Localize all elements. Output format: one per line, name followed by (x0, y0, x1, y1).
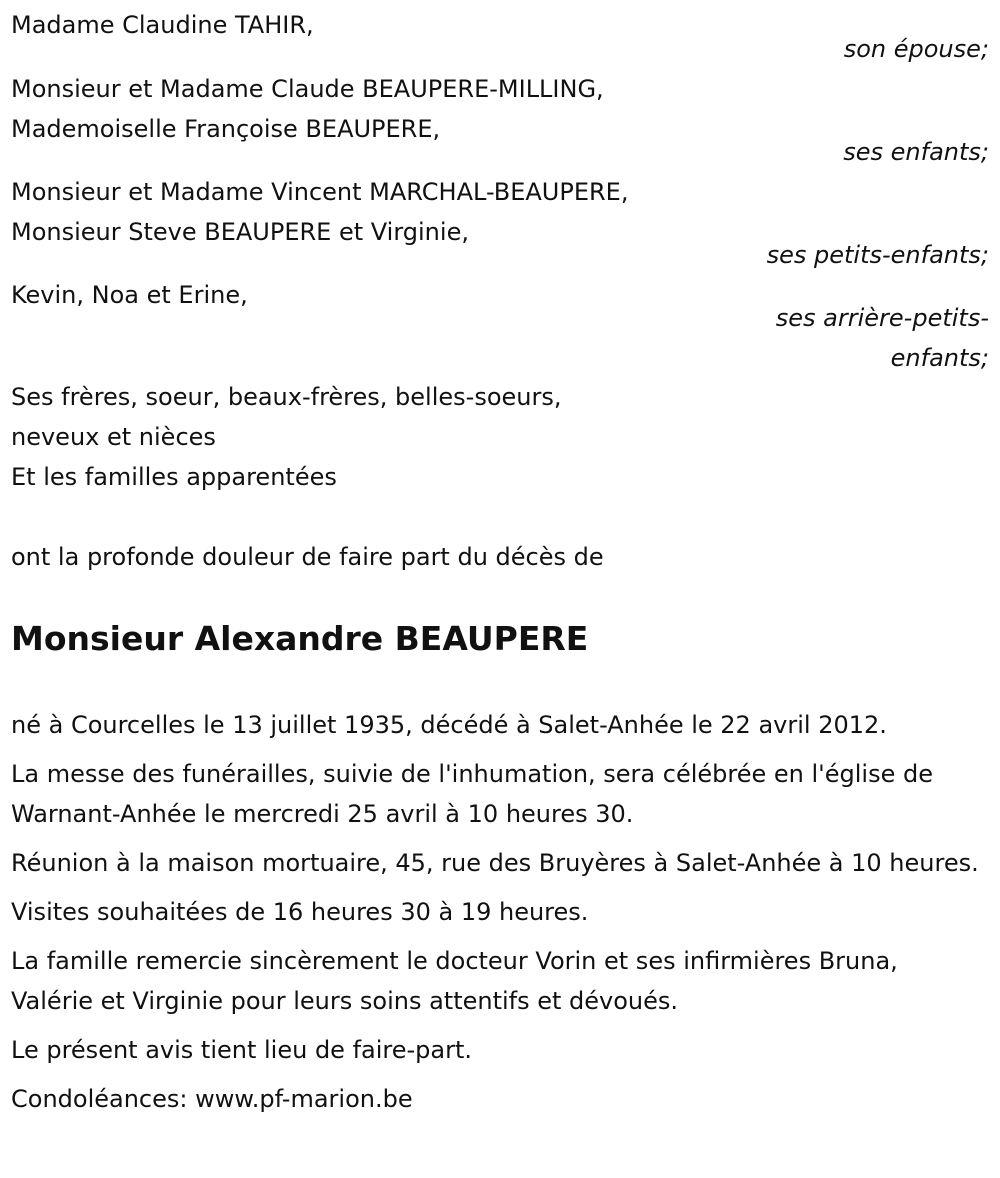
announcement-text: ont la profonde douleur de faire part du décès de (11, 543, 604, 571)
child-name-2: Mademoiselle Françoise BEAUPERE, (11, 115, 441, 143)
grandchild-name-1: Monsieur et Madame Vincent MARCHAL-BEAUPERE, (11, 178, 629, 206)
deceased-name: Monsieur Alexandre BEAUPERE (11, 619, 589, 658)
birth-death-text: né à Courcelles le 13 juillet 1935, décédé à Salet-Anhée le 22 avril 2012. (11, 711, 887, 739)
thanks-text: La famille remercie sincèrement le docteur Vorin et ses infirmières Bruna, Valérie et Virginie pour leurs soins attentifs et dévoués. (11, 947, 898, 1015)
spouse-name: Madame Claudine TAHIR, (11, 11, 314, 39)
funeral-text: La messe des funérailles, suivie de l'inhumation, sera célébrée en l'église de Warnant-Anhée le mercredi 25 avril à 10 heures 30. (11, 760, 933, 828)
relatives-line-1: Ses frères, soeur, beaux-frères, belles-soeurs, (11, 383, 562, 411)
children-role: ses enfants; (843, 138, 989, 166)
notice-text: Le présent avis tient lieu de faire-part. (11, 1036, 473, 1064)
child-name-1: Monsieur et Madame Claude BEAUPERE-MILLING, (11, 75, 604, 103)
grandchildren-role: ses petits-enfants; (766, 241, 989, 269)
gathering-text: Réunion à la maison mortuaire, 45, rue des Bruyères à Salet-Anhée à 10 heures. (11, 849, 979, 877)
great-grandchildren-role-line-1: ses arrière-petits- (775, 304, 989, 332)
spouse-role: son épouse; (843, 35, 989, 63)
relatives-line-3: Et les familles apparentées (11, 463, 337, 491)
great-grandchildren-role-line-2: enfants; (890, 344, 989, 372)
great-grandchildren-names: Kevin, Noa et Erine, (11, 281, 248, 309)
condolences-text: Condoléances: www.pf-marion.be (11, 1085, 413, 1113)
details-section (11, 705, 981, 1119)
visits-text: Visites souhaitées de 16 heures 30 à 19 heures. (11, 898, 589, 926)
relatives-line-2: neveux et nièces (11, 423, 216, 451)
grandchild-name-2: Monsieur Steve BEAUPERE et Virginie, (11, 218, 469, 246)
